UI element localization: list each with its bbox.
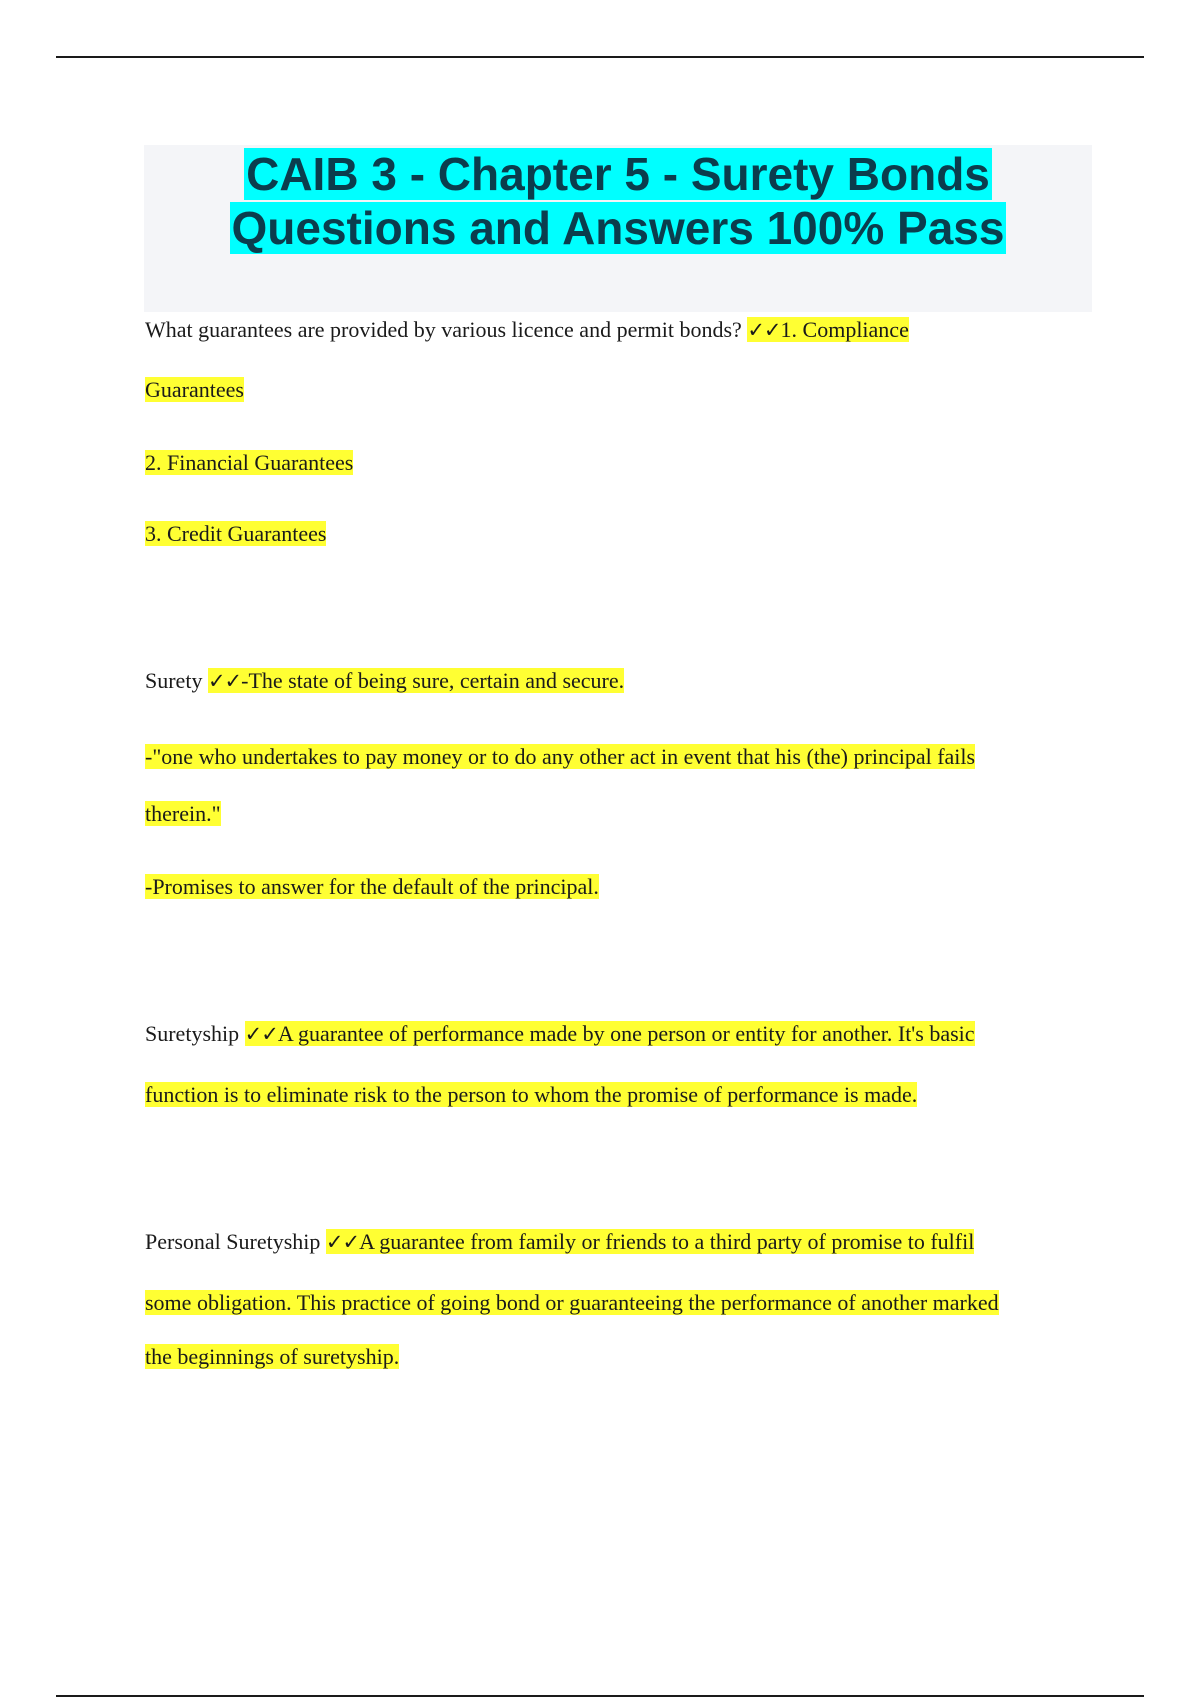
q1-line-3 xyxy=(145,448,353,478)
q4-answer-line-1: A guarantee from family or friends to a third party of promise to fulfil xyxy=(359,1229,975,1254)
q1-answer-line-3: 2. Financial Guarantees xyxy=(145,450,354,475)
q2-answer-line-2: -"one who undertakes to pay money or to do any other act in event that his (the) principal fails xyxy=(145,744,976,769)
title-line-1: CAIB 3 - Chapter 5 - Surety Bonds xyxy=(246,148,990,200)
q4-answer-line-2: some obligation. This practice of going bond or guaranteeing the performance of another marked xyxy=(145,1290,999,1315)
q2-term: Surety xyxy=(145,668,208,693)
checkmark-icon: ✓✓ xyxy=(244,1022,278,1046)
q1-line-1 xyxy=(145,315,909,345)
q3-answer-line-2: function is to eliminate risk to the person to whom the promise of performance is made. xyxy=(145,1082,918,1107)
q1-line-4 xyxy=(145,519,326,549)
q1-answer-line-1: 1. Compliance xyxy=(780,317,909,342)
q2-line-4 xyxy=(145,872,599,902)
q1-answer-line-2: Guarantees xyxy=(145,377,244,402)
q3-line-1 xyxy=(145,1019,975,1049)
q4-answer-line-3: the beginnings of suretyship. xyxy=(145,1344,400,1369)
q4-line-3 xyxy=(145,1342,399,1372)
header-rule xyxy=(56,56,1144,58)
document-title xyxy=(144,145,1092,255)
q2-answer-line-4: -Promises to answer for the default of the principal. xyxy=(145,874,599,899)
q3-line-2 xyxy=(145,1080,917,1110)
q3-answer-line-1: A guarantee of performance made by one person or entity for another. It's basic xyxy=(277,1021,975,1046)
q2-line-2 xyxy=(145,742,975,772)
q1-answer-line-4: 3. Credit Guarantees xyxy=(145,521,327,546)
title-banner xyxy=(144,145,1092,312)
q4-line-1 xyxy=(145,1227,974,1257)
q1-term: What guarantees are provided by various licence and permit bonds? xyxy=(145,317,748,342)
q4-term: Personal Suretyship xyxy=(145,1229,326,1254)
q3-term: Suretyship xyxy=(145,1021,245,1046)
title-line-2: Questions and Answers 100% Pass xyxy=(231,202,1005,254)
q2-answer-line-1: -The state of being sure, certain and secure. xyxy=(241,668,625,693)
checkmark-icon: ✓✓ xyxy=(747,318,781,342)
checkmark-icon: ✓✓ xyxy=(207,669,242,693)
footer-rule xyxy=(56,1695,1144,1697)
checkmark-icon: ✓✓ xyxy=(325,1230,360,1254)
q2-answer-line-3: therein." xyxy=(145,801,221,826)
q4-line-2 xyxy=(145,1288,999,1318)
q2-line-1 xyxy=(145,666,624,696)
q1-line-2 xyxy=(145,375,244,405)
q2-line-3 xyxy=(145,799,221,829)
